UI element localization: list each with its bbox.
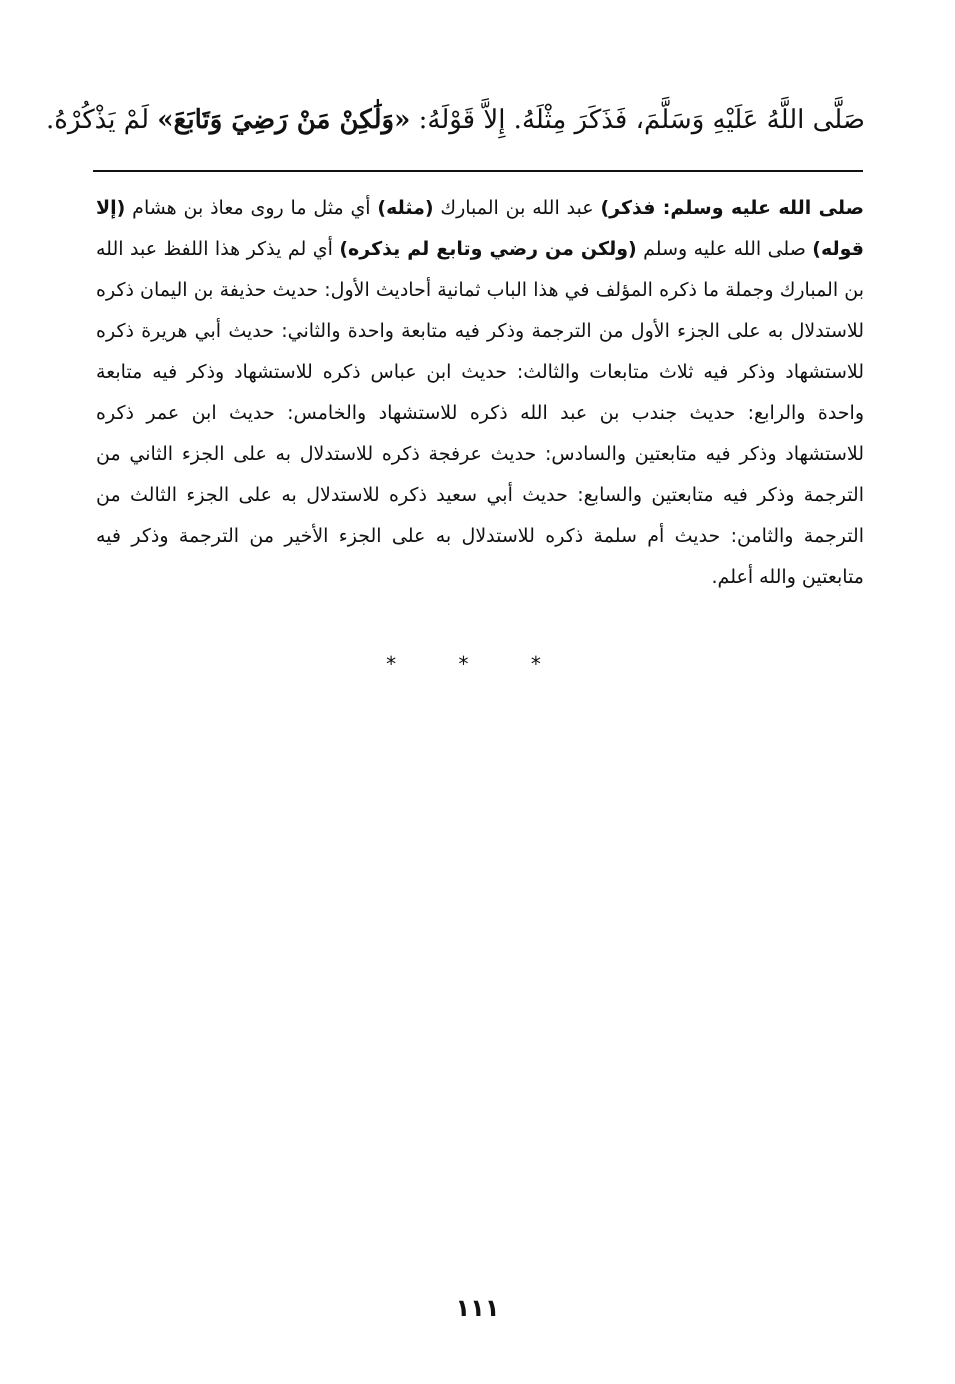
commentary-bold-phrase: (إلا قوله) [96, 197, 864, 260]
commentary-phrase: عبد الله بن المبارك [433, 197, 601, 219]
commentary-bold-phrase: صلى الله عليه وسلم: فذكر) [600, 197, 865, 219]
commentary-text [96, 188, 864, 598]
hadith-quote: «وَلَٰكِنْ مَنْ رَضِيَ وَتَابَعَ» [157, 105, 411, 135]
commentary-phrase: أي لم يذكر هذا اللفظ عبد الله بن المبارك وجملة ما ذكره المؤلف في هذا الباب ثمانية أحاديث الأول: حديث حذيفة بن اليمان ذكره للاستدلال به على الجزء الأول من الترجمة وذكر فيه متابعة واحدة والثاني: حديث أبي هريرة ذكره للاستشهاد وذكر فيه ثلاث متابعات والثالث: حديث ابن عباس ذكره للاستشهاد وذكر فيه متابعة واحدة والرابع: حديث جندب بن عبد الله ذكره للاستشهاد والخامس: حديث ابن عمر ذكره للاستشهاد وذكر فيه متابعتين والسادس: حديث عرفجة ذكره للاستدلال به على الجزء الثاني من الترجمة وذكر فيه متابعتين والسابع: حديث أبي سعيد ذكره للاستدلال به على الجزء الثالث من الترجمة والثامن: حديث أم سلمة ذكره للاستدلال به على الجزء الأخير من الترجمة وذكر فيه متابعتين والله أعلم. [96, 238, 864, 588]
commentary-bold-phrase: (مثله) [377, 197, 434, 219]
commentary-phrase: صلى الله عليه وسلم [636, 238, 813, 260]
commentary-phrase: أي مثل ما روى معاذ بن هشام [125, 197, 378, 219]
footnote-separator [93, 170, 863, 172]
hadith-text [46, 98, 865, 142]
hadith-text-part: صَلَّى اللَّهُ عَلَيْهِ وَسَلَّمَ، فَذَكَرَ مِثْلَهُ. إِلاَّ قَوْلَهُ: [410, 105, 865, 135]
section-end-stars: * * * [386, 652, 569, 676]
commentary-bold-phrase: (ولكن من رضي وتابع لم يذكره) [339, 238, 637, 260]
hadith-text-end: لَمْ يَذْكُرْهُ. [46, 105, 158, 135]
page-number: ١١١ [455, 1294, 500, 1322]
